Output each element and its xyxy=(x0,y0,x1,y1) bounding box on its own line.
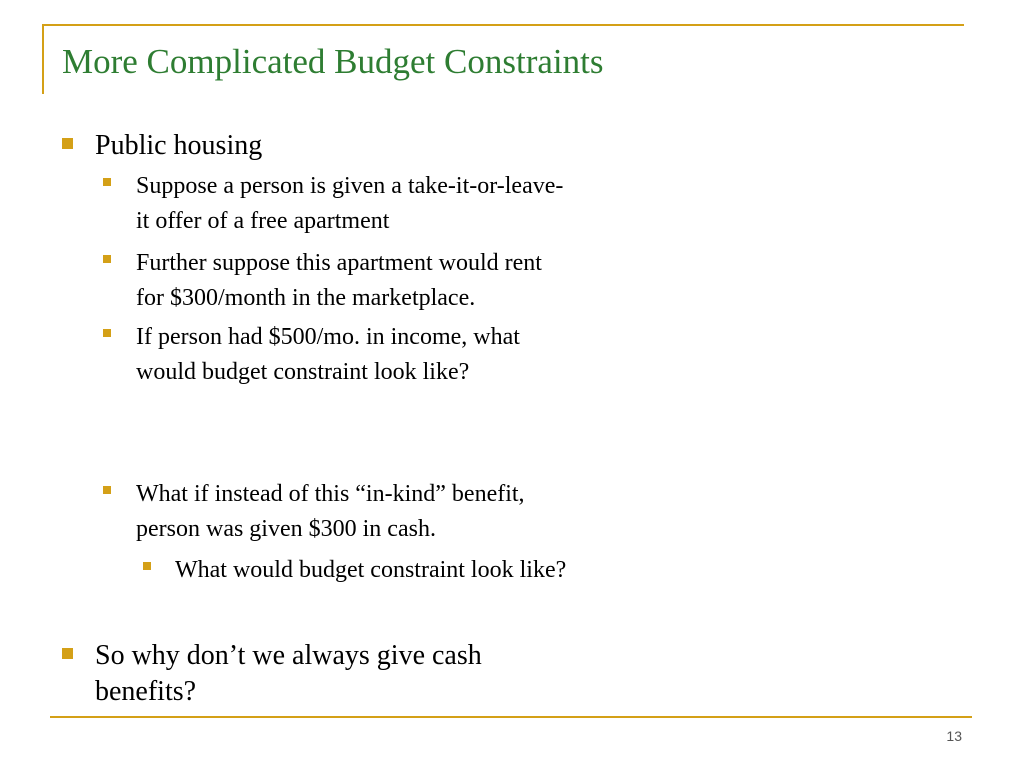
bullet-text xyxy=(136,477,525,547)
bullet-text: What would budget constraint look like? xyxy=(175,557,567,583)
bullet-text-line: would budget constraint look like? xyxy=(136,359,470,385)
square-bullet-icon xyxy=(103,255,111,263)
square-bullet-icon xyxy=(103,329,111,337)
bullet-text-line: So why don’t we always give cash xyxy=(95,640,482,671)
bullet-text xyxy=(136,246,542,316)
bullet-text-line: Suppose a person is given a take-it-or-leave- xyxy=(136,173,564,199)
bullet-market-rent xyxy=(103,246,542,316)
square-bullet-icon xyxy=(62,138,73,149)
footer-rule xyxy=(50,716,972,718)
bullet-text-line: If person had $500/mo. in income, what xyxy=(136,324,520,350)
bullet-text-line: person was given $300 in cash. xyxy=(136,516,436,542)
square-bullet-icon xyxy=(62,648,73,659)
title-top-rule xyxy=(42,24,964,26)
bullet-text xyxy=(136,320,520,390)
page-number: 13 xyxy=(946,728,962,744)
bullet-text-line: for $300/month in the marketplace. xyxy=(136,285,476,311)
bullet-cash-alternative xyxy=(103,477,525,547)
bullet-text-line: benefits? xyxy=(95,676,197,707)
title-left-rule xyxy=(42,24,44,94)
bullet-text xyxy=(136,169,563,239)
bullet-free-apartment-offer xyxy=(103,169,563,239)
bullet-text-line: What if instead of this “in-kind” benefit, xyxy=(136,481,525,507)
bullet-why-not-cash xyxy=(62,638,482,710)
bullet-income-question xyxy=(103,320,520,390)
bullet-text: Public housing xyxy=(95,130,263,161)
bullet-text-line: Further suppose this apartment would rent xyxy=(136,250,542,276)
square-bullet-icon xyxy=(103,178,111,186)
bullet-cash-budget-question xyxy=(143,553,566,588)
bullet-text xyxy=(95,638,482,710)
bullet-text-line: it offer of a free apartment xyxy=(136,208,390,234)
square-bullet-icon xyxy=(103,486,111,494)
square-bullet-icon xyxy=(143,562,151,570)
slide-title: More Complicated Budget Constraints xyxy=(62,42,604,81)
bullet-public-housing xyxy=(62,128,262,164)
